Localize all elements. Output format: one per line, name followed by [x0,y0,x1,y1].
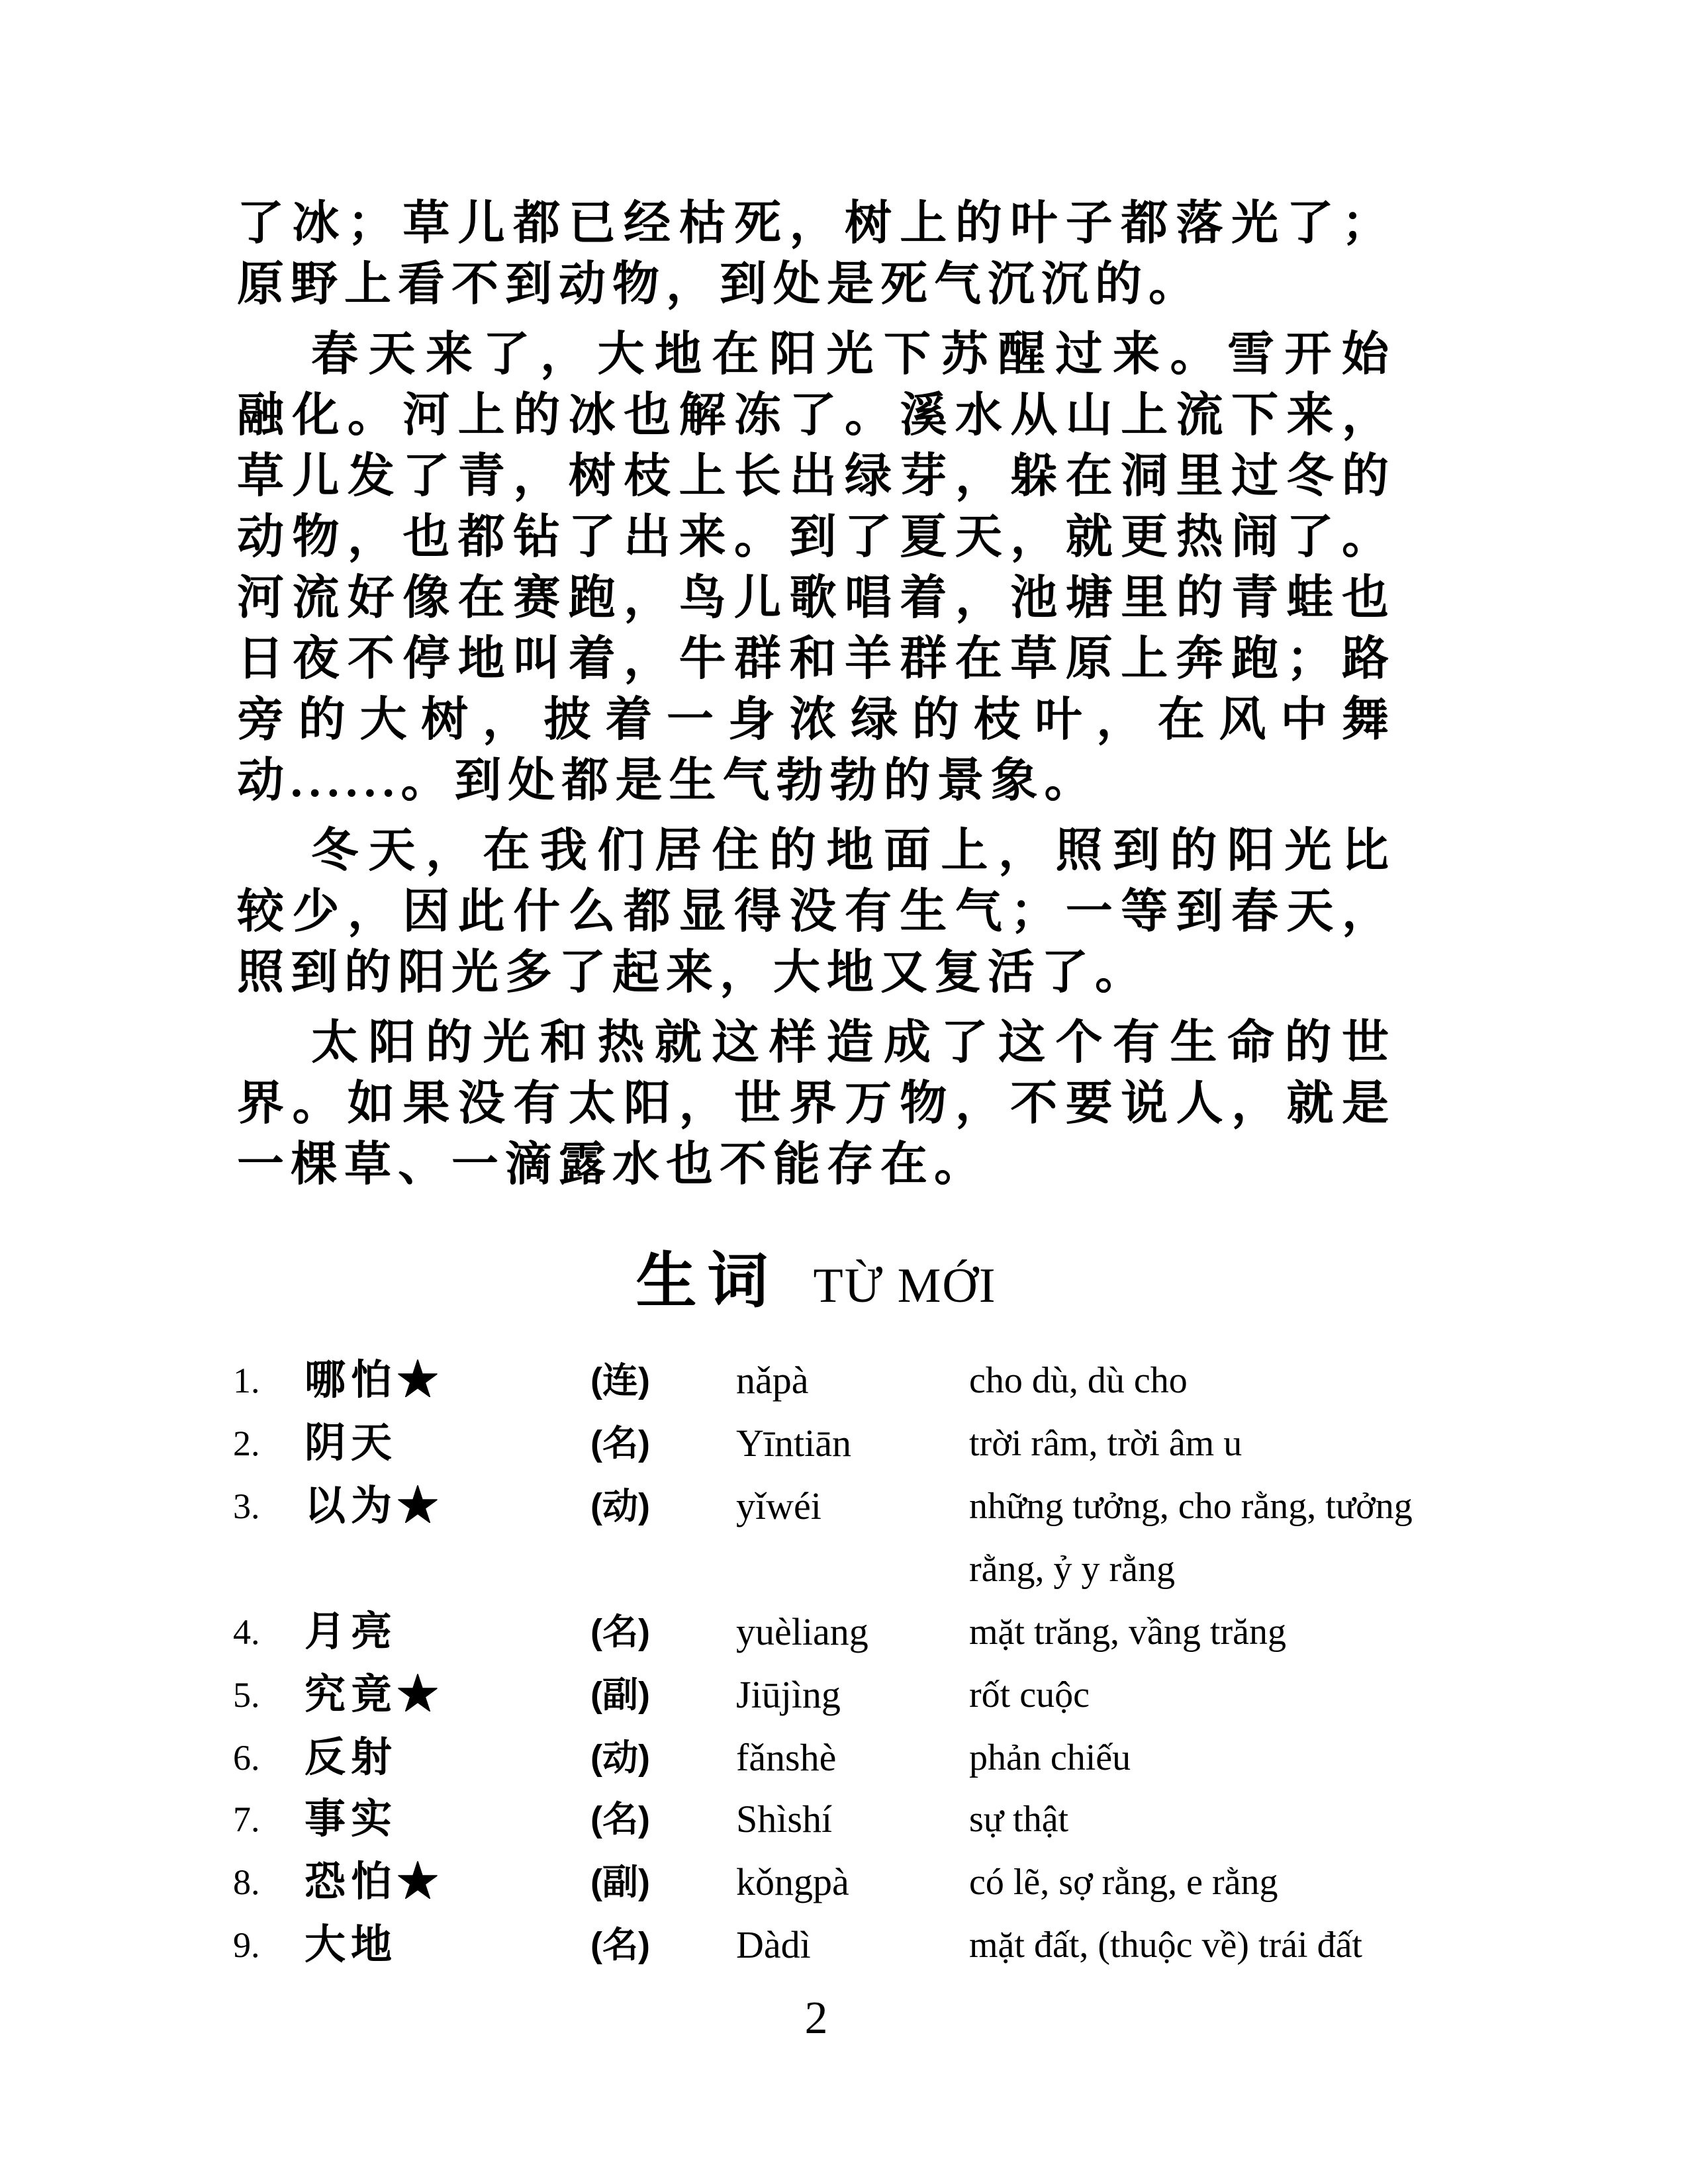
vocab-number: 2. [233,1424,260,1463]
passage-line: 界。如果没有太阳，世界万物，不要说人，就是 [237,1078,1395,1130]
passage-line: 草儿发了青，树枝上长出绿芽，躲在洞里过冬的 [237,451,1395,502]
passage-line: 春天来了，大地在阳光下苏醒过来。雪开始 [311,329,1395,381]
vocab-translation: mặt trăng, vầng trăng [969,1612,1286,1653]
vocab-translation: những tưởng, cho rằng, tưởng [969,1486,1413,1527]
vocab-word: 大地 [305,1922,398,1968]
vocab-word: 以为★ [305,1483,444,1529]
passage-line: 河流好像在赛跑，鸟儿歌唱着，池塘里的青蛙也 [237,572,1395,624]
vocab-pos: (名) [590,1424,650,1463]
vocab-pinyin: Shìshí [736,1797,833,1841]
passage-line: 一棵草、一滴露水也不能存在。 [237,1139,988,1191]
vocab-number: 9. [233,1925,260,1965]
vocab-word: 反射 [305,1735,398,1780]
vocab-translation: có lẽ, sợ rằng, e rằng [969,1862,1278,1903]
vocab-pinyin: Yīntiān [736,1422,851,1465]
vocab-row [233,1350,1491,1411]
vocab-pinyin: yǐwéi [736,1484,821,1527]
vocab-row [233,1602,1491,1662]
vocab-number: 3. [233,1486,260,1526]
section-title-vietnamese: TỪ MỚI [813,1259,997,1313]
vocab-pos: (动) [590,1486,650,1526]
passage-line: 融化。河上的冰也解冻了。溪水从山上流下来， [237,390,1395,441]
vocab-pos: (动) [590,1738,650,1778]
vocab-row [233,1789,1491,1850]
passage-line: 原野上看不到动物，到处是死气沉沉的。 [237,259,1203,310]
vocab-pinyin: Jiūjìng [736,1673,841,1716]
vocab-section-header [237,1232,1395,1315]
vocab-row [233,1476,1491,1537]
page-number: 2 [804,1993,828,2044]
vocab-pinyin: fǎnshè [736,1736,837,1779]
passage-line: 冬天，在我们居住的地面上，照到的阳光比 [311,825,1395,877]
passage-line: 日夜不停地叫着，牛群和羊群在草原上奔跑；路 [237,633,1395,685]
vocab-pos: (名) [590,1799,650,1839]
vocab-pinyin: kǒngpà [736,1860,849,1903]
vocab-row [233,1413,1491,1474]
vocab-translation: trời râm, trời âm u [969,1423,1243,1464]
vocab-row [233,1664,1491,1725]
vocab-number: 4. [233,1612,260,1652]
vocab-list [233,1350,1491,1999]
vocab-number: 5. [233,1675,260,1715]
vocab-pos: (副) [590,1862,650,1902]
vocab-pos: (名) [590,1925,650,1965]
vocab-translation: rốt cuộc [969,1674,1090,1715]
vocab-word: 哪怕★ [305,1357,444,1403]
vocab-translation: mặt đất, (thuộc về) trái đất [969,1925,1362,1966]
vocab-translation: cho dù, dù cho [969,1360,1188,1401]
vocab-row [233,1852,1491,1913]
vocab-number: 7. [233,1799,260,1839]
passage-line: 了冰；草儿都已经枯死，树上的叶子都落光了； [237,198,1395,250]
vocab-pinyin: nǎpà [736,1359,809,1402]
vocab-pos: (名) [590,1612,650,1652]
passage-line: 照到的阳光多了起来，大地又复活了。 [237,947,1149,999]
passage-line: 太阳的光和热就这样造成了这个有生命的世 [311,1017,1395,1069]
vocab-translation-continued: rằng, ỷ y rằng [969,1549,1176,1590]
vocab-pinyin: yuèliang [736,1610,868,1653]
vocab-row [233,1915,1491,1976]
vocab-translation: phản chiếu [969,1737,1131,1778]
passage-line: 较少，因此什么都显得没有生气；一等到春天， [237,886,1395,938]
vocab-word: 究竟★ [305,1672,444,1717]
vocab-number: 1. [233,1361,260,1400]
vocab-word: 月亮 [305,1609,398,1655]
vocab-translation: sự thật [969,1799,1069,1840]
vocab-number: 6. [233,1738,260,1778]
vocab-word: 阴天 [305,1420,398,1466]
vocab-pos: (副) [590,1675,650,1715]
passage-line: 旁的大树，披着一身浓绿的枝叶，在风中舞 [237,694,1395,746]
vocab-pinyin: Dàdì [736,1923,811,1966]
vocab-word: 事实 [305,1796,398,1842]
reading-passage [237,193,1395,1195]
section-title-chinese: 生词 [635,1248,779,1315]
vocab-number: 8. [233,1862,260,1902]
vocab-row [233,1727,1491,1788]
passage-line: 动......。到处都是生气勃勃的景象。 [237,755,1098,807]
vocab-row-continuation [233,1539,1491,1600]
vocab-word: 恐怕★ [305,1859,444,1905]
passage-line: 动物，也都钻了出来。到了夏天，就更热闹了。 [237,512,1395,563]
vocab-pos: (连) [590,1361,650,1400]
